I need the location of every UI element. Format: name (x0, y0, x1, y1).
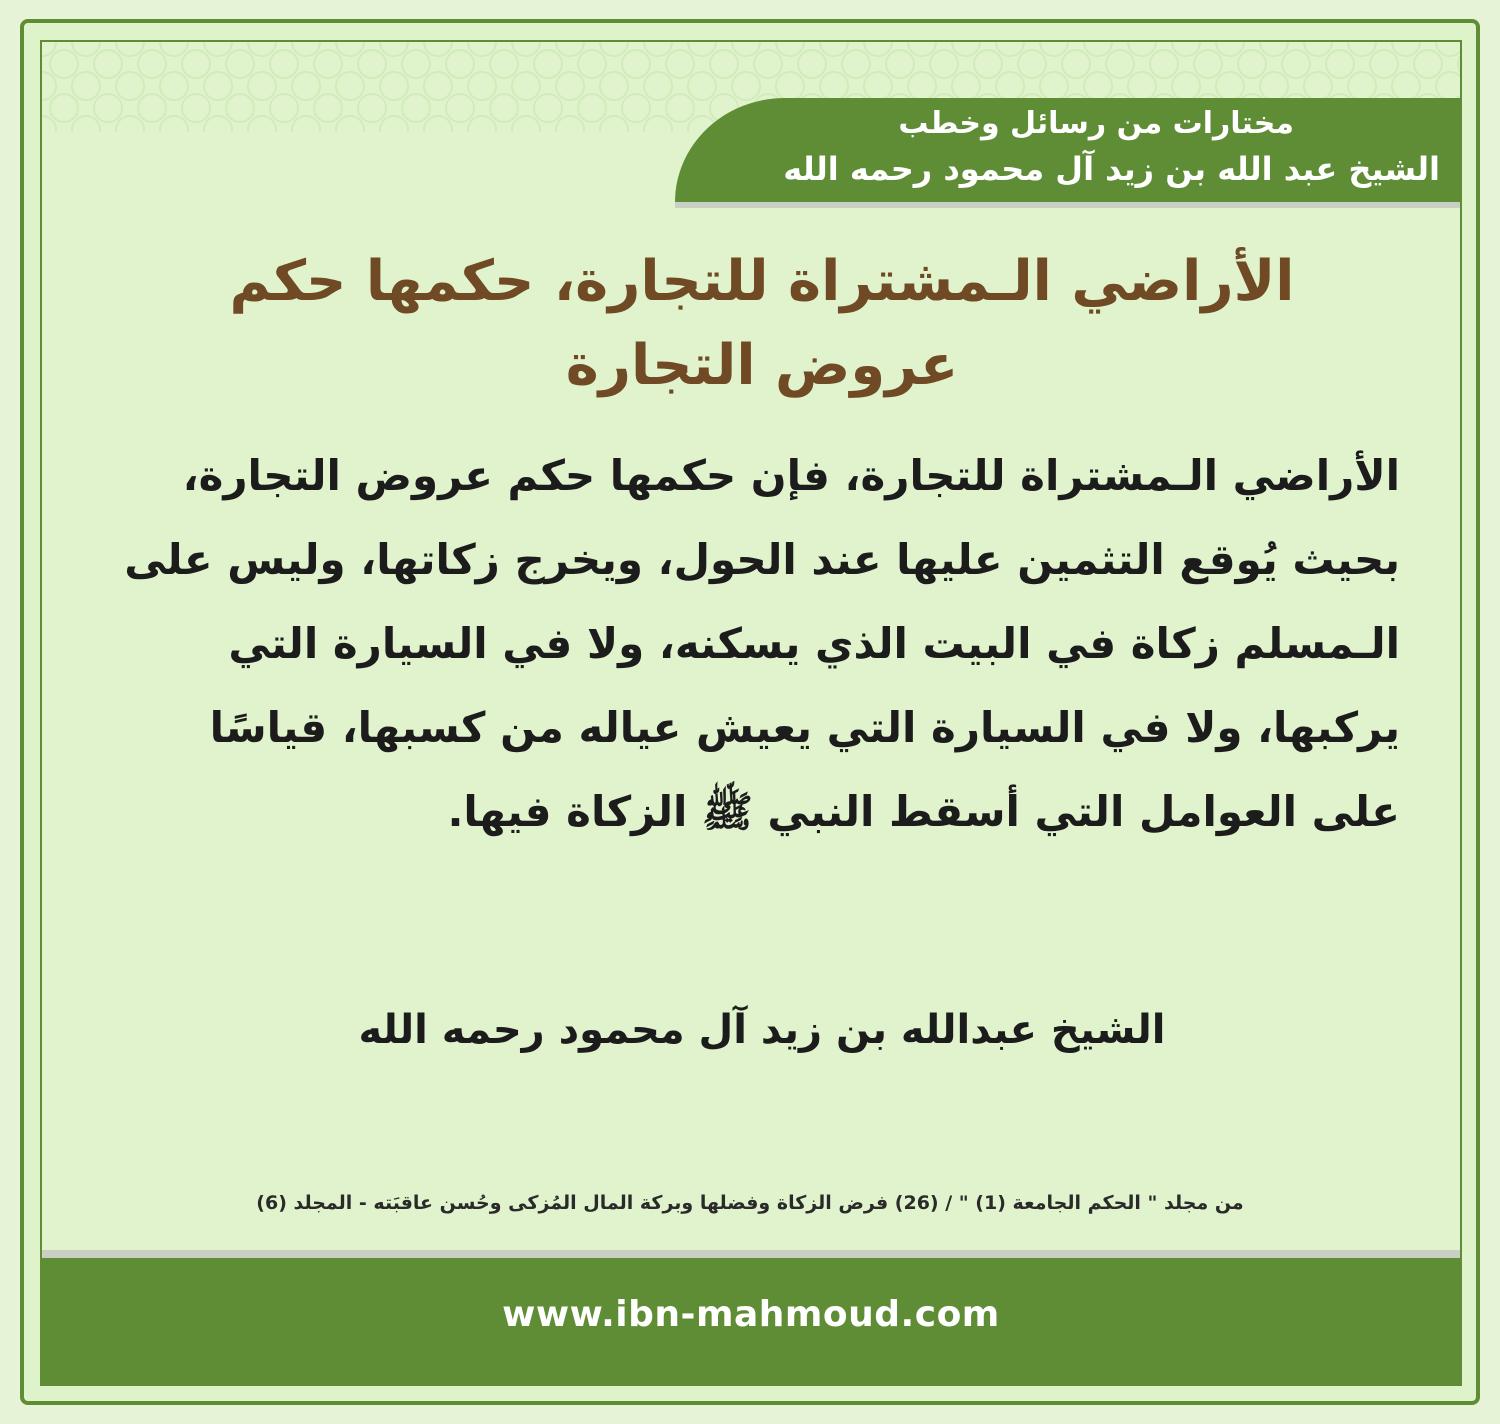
source-citation: من مجلد " الحكم الجامعة (1) " / (26) فرض الزكاة وفضلها وبركة المال المُزكى وحُسن عاقبَته - المجلد (6) (256, 1192, 1244, 1214)
page-title: الأراضي الـمشتراة للتجارة، حكمها حكم عروض التجارة (229, 249, 1295, 398)
header-banner (675, 98, 1460, 202)
body-text: الأراضي الـمشتراة للتجارة، فإن حكمها حكم عروض التجارة، بحيث يُوقع التثمين عليها عند الحول، ويخرج زكاتها، وليس على الـمسلم زكاة في البيت الذي يسكنه، ولا في السيارة التي يركبها، ولا في السيارة التي يعيش عياله من كسبها، قياسًا على العوامل التي أسقط النبي ﷺ الزكاة فيها. (124, 451, 1400, 836)
footer-divider (42, 1250, 1460, 1258)
author-signature: الشيخ عبدالله بن زيد آل محمود رحمه الله (358, 1007, 1166, 1053)
card (40, 40, 1462, 1386)
header-author: الشيخ عبد الله بن زيد آل محمود رحمه الله (783, 150, 1440, 188)
website-url: www.ibn-mahmoud.com (502, 1294, 1000, 1335)
footer-banner (42, 1258, 1460, 1384)
header-subtitle: مختارات من رسائل وخطب (898, 106, 1294, 141)
